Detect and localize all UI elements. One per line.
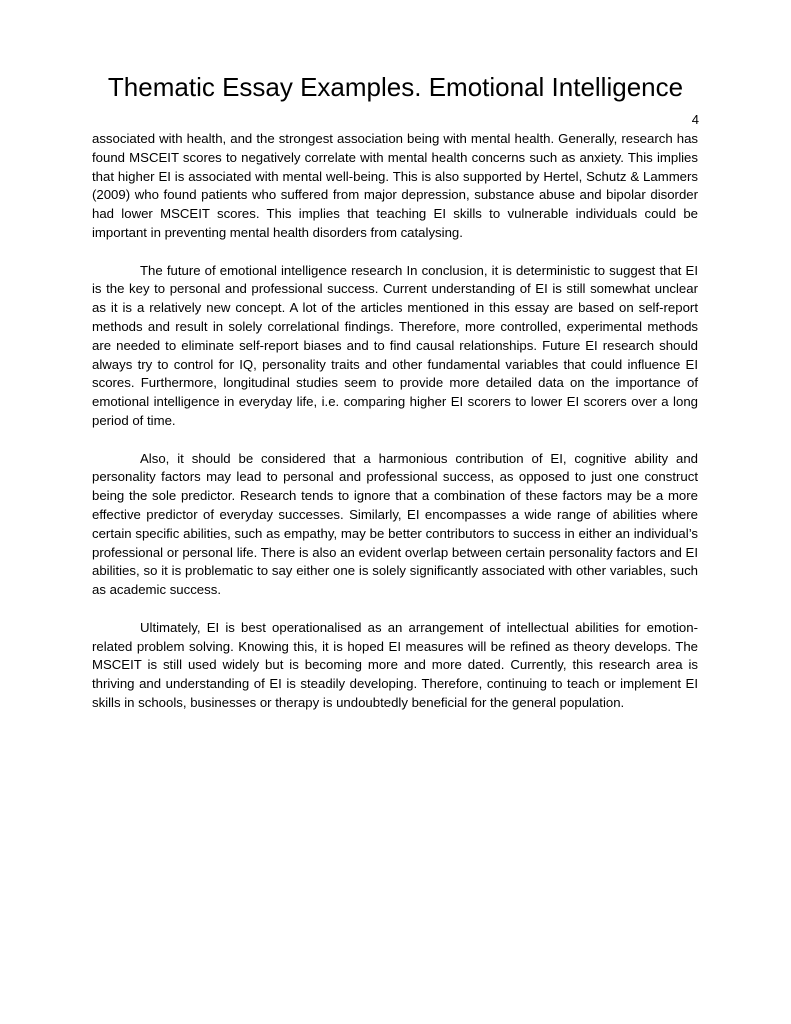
page-number: 4 [691,112,699,127]
paragraph-conclusion: Ultimately, EI is best operationalised as an arrangement of intellectual abilities for emotion-related problem solving. Knowing this, it is hoped EI measures will be refined as theory develops. The MSCEIT is still used widely but is becoming more and more dated. Currently, this research area is thriving and understanding of EI is steadily developing. Therefore, continuing to teach or implement EI skills in schools, businesses or therapy is undoubtedly beneficial for the general population. [92,619,698,710]
essay-body [92,130,698,732]
paragraph-continuation: associated with health, and the strongest association being with mental health. Generally, research has found MSCEIT scores to negatively correlate with mental health concerns such as anxiety. This implies that higher EI is associated with mental well-being. This is also supported by Hertel, Schutz & Lammers (2009) who found patients who suffered from major depression, substance abuse and bipolar disorder had lower MSCEIT scores. This implies that teaching EI skills to vulnerable individuals could be important in preventing mental health disorders from catalysing. [92,131,698,240]
page-title: Thematic Essay Examples. Emotional Intelligence [107,72,684,102]
paragraph-future-research: The future of emotional intelligence research In conclusion, it is deterministic to suggest that EI is the key to personal and professional success. Current understanding of EI is still somewhat unclear as it is a relatively new concept. A lot of the articles mentioned in this essay are based on self-report methods and result in solely correlational findings. Therefore, more controlled, experimental methods are needed to eliminate self-report biases and to find causal relationships. Future EI research should always try to control for IQ, personality traits and other fundamental variables that could influence EI scores. Furthermore, longitudinal studies seem to provide more detailed data on the importance of emotional intelligence in everyday life, i.e. comparing higher EI scorers to lower EI scorers over a long period of time. [92,262,698,428]
paragraph-harmonious-contribution: Also, it should be considered that a harmonious contribution of EI, cognitive ability and personality factors may lead to personal and professional success, as opposed to just one construct being the sole predictor. Research tends to ignore that a combination of these factors may be a more effective predictor of everyday successes. Similarly, EI encompasses a wide range of abilities where certain specific abilities, such as empathy, may be better contributors to success in either an individual’s professional or personal life. There is also an evident overlap between certain personality factors and EI abilities, so it is problematic to say either one is solely significantly associated with other variables, such as academic success. [92,450,698,598]
